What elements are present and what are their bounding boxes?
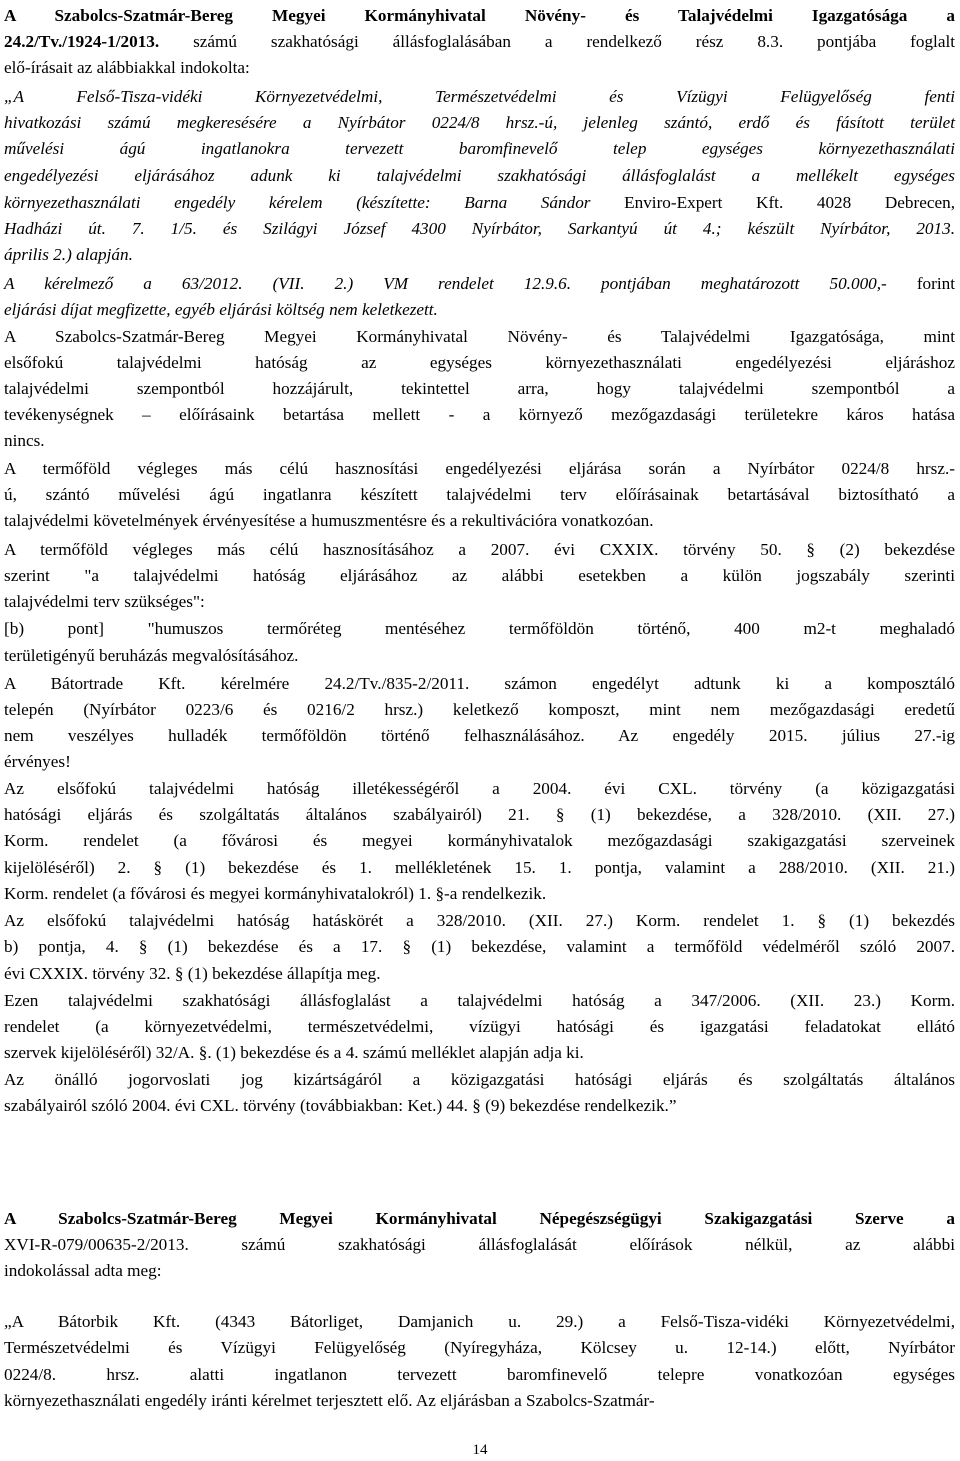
text-line: [4, 482, 955, 508]
text-line: [4, 828, 955, 854]
text-line: [4, 350, 955, 376]
text-line: [4, 456, 955, 482]
text-run: talajvédelmi szempontból hozzájárult, tekintettel arra, hogy talajvédelmi szempontból a: [4, 379, 955, 398]
text-line: [4, 297, 955, 323]
text-line: [4, 881, 955, 907]
text-run: A termőföld végleges más célú hasznosításához a 2007. évi CXXIX. törvény 50. § (2) bekezdése: [4, 540, 955, 559]
text-run: talajvédelmi terv szükséges":: [4, 592, 205, 611]
text-line: [4, 242, 955, 268]
text-run: rendelet (a környezetvédelmi, természetvédelmi, vízügyi hatósági és igazgatási feladatokat ellátó: [4, 1017, 955, 1036]
text-line: [4, 1093, 955, 1119]
text-line: [4, 855, 955, 881]
text-line: [4, 1067, 955, 1093]
text-line: [4, 271, 955, 297]
text-line: [4, 723, 955, 749]
text-run: szabályairól szóló 2004. évi CXL. törvény (továbbiakban: Ket.) 44. § (9) bekezdése rendelkezik.”: [4, 1096, 677, 1115]
text-line: [4, 190, 955, 216]
text-line: [4, 988, 955, 1014]
text-line: [4, 1014, 955, 1040]
text-line: [4, 402, 955, 428]
text-run: szerint "a talajvédelmi hatóság eljárásához az alábbi esetekben a külön jogszabály szerinti: [4, 566, 955, 585]
text-run: XVI-R-079/00635-2/2013. számú szakhatósági állásfoglalását előírások nélkül, az alábbi: [4, 1235, 955, 1254]
text-line: [4, 376, 955, 402]
text-run: Enviro-Expert Kft. 4028 Debrecen,: [624, 193, 955, 212]
text-run: talajvédelmi követelmények érvényesítése a humuszmentésre és a rekultivációra vonatkozóan.: [4, 511, 654, 530]
text-run: 24.2/Tv./1924-1/2013.: [4, 32, 160, 51]
text-run: hatósági eljárás és szolgáltatás általános szabályairól) 21. § (1) bekezdése, a 328/2010. (XII. 27.): [4, 805, 955, 824]
text-line: [4, 1232, 955, 1258]
text-line: [4, 1388, 955, 1414]
text-run: Ezen talajvédelmi szakhatósági állásfoglalást a talajvédelmi hatóság a 347/2006. (XII. 23.) Korm.: [4, 991, 955, 1010]
text-line: [4, 671, 955, 697]
text-run: A Szabolcs-Szatmár-Bereg Megyei Kormányhivatal Növény- és Talajvédelmi Igazgatósága, mint: [4, 327, 955, 346]
text-run: elsőfokú talajvédelmi hatóság az egységes környezethasználati engedélyezési eljáráshoz: [4, 353, 955, 372]
text-run: környezethasználati engedély iránti kérelmet terjesztett elő. Az eljárásban a Szabolcs-Szatmár-: [4, 1391, 655, 1410]
text-line: [4, 1362, 955, 1388]
text-run: Hadházi út. 7. 1/5. és Szilágyi József 4300 Nyírbátor, Sarkantyú út 4.; készült Nyírbátor, 2013.: [4, 219, 955, 238]
text-line: [4, 29, 955, 55]
text-line: [4, 697, 955, 723]
text-run: nem veszélyes hulladék termőföldön történő felhasználásához. Az engedély 2015. július 27.-ig: [4, 726, 955, 745]
text-run: környezethasználati engedély kérelem (készítette: Barna Sándor: [4, 193, 625, 212]
text-run: A termőföld végleges más célú hasznosítási engedélyezési eljárása során a Nyírbátor 0224/8 hrsz.-: [4, 459, 955, 478]
text-line: [4, 616, 955, 642]
text-run: telepén (Nyírbátor 0223/6 és 0216/2 hrsz.) keletkező komposzt, mint nem mezőgazdasági eredetű: [4, 700, 955, 719]
text-line: [4, 1206, 955, 1232]
text-run: 0224/8. hrsz. alatti ingatlanon tervezett baromfinevelő telepre vonatkozóan egységes: [4, 1365, 955, 1384]
text-run: Korm. rendelet (a fővárosi és megyei kormányhivatalok mezőgazdasági szakigazgatási szerveinek: [4, 831, 955, 850]
text-run: Az elsőfokú talajvédelmi hatóság hatáskörét a 328/2010. (XII. 27.) Korm. rendelet 1. § (1) bekezdés: [4, 911, 955, 930]
text-run: számú szakhatósági állásfoglalásában a rendelkező rész 8.3. pontjába foglalt: [159, 32, 955, 51]
text-line: [4, 1309, 955, 1335]
text-line: [4, 508, 955, 534]
text-run: b) pontja, 4. § (1) bekezdése és a 17. § (1) bekezdése, valamint a termőföld védelméről szóló 2007.: [4, 937, 955, 956]
text-run: [b) pont] "humuszos termőréteg mentéséhez termőföldön történő, 400 m2-t meghaladó: [4, 619, 955, 638]
text-run: engedélyezési eljárásához adunk ki talajvédelmi szakhatósági állásfoglalást a mellékelt egységes: [4, 166, 955, 185]
text-run: április 2.) alapján.: [4, 245, 133, 264]
text-line: [4, 136, 955, 162]
text-line: [4, 3, 955, 29]
text-run: eljárási díjat megfizette, egyéb eljárási költség nem keletkezett.: [4, 300, 438, 319]
text-run: ú, szántó művelési ágú ingatlanra készített talajvédelmi terv előírásainak betartásával biztosítható a: [4, 485, 955, 504]
text-line: [4, 749, 955, 775]
text-run: A Szabolcs-Szatmár-Bereg Megyei Kormányhivatal Növény- és Talajvédelmi Igazgatósága a: [4, 6, 955, 25]
text-run: A Bátortrade Kft. kérelmére 24.2/Tv./835-2/2011. számon engedélyt adtunk ki a komposztáló: [4, 674, 955, 693]
text-run: szervek kijelöléséről) 32/A. §. (1) bekezdése és a 4. számú melléklet alapján adja ki.: [4, 1043, 584, 1062]
text-line: [4, 324, 955, 350]
text-line: [4, 216, 955, 242]
text-run: érvényes!: [4, 752, 71, 771]
text-line: [4, 1040, 955, 1066]
text-run: kijelöléséről) 2. § (1) bekezdése és 1. mellékletének 15. 1. pontja, valamint a 288/2010. (XII. 21.): [4, 858, 955, 877]
text-line: [4, 84, 955, 110]
text-run: Az elsőfokú talajvédelmi hatóság illetékességéről a 2004. évi CXL. törvény (a közigazgatási: [4, 779, 955, 798]
text-line: [4, 908, 955, 934]
text-run: hivatkozási számú megkeresésére a Nyírbátor 0224/8 hrsz.-ú, jelenleg szántó, erdő és fásított terület: [4, 113, 955, 132]
text-line: [4, 1258, 955, 1284]
text-line: [4, 563, 955, 589]
text-run: évi CXXIX. törvény 32. § (1) bekezdése állapítja meg.: [4, 964, 381, 983]
text-line: [4, 643, 955, 669]
text-run: művelési ágú ingatlanokra tervezett baromfinevelő telep egységes környezethasználati: [4, 139, 955, 158]
text-line: [4, 110, 955, 136]
text-run: indokolással adta meg:: [4, 1261, 162, 1280]
text-line: [4, 55, 955, 81]
page-number: 14: [472, 1442, 488, 1458]
text-line: [4, 802, 955, 828]
text-run: Természetvédelmi és Vízügyi Felügyelőség (Nyíregyháza, Kölcsey u. 12-14.) előtt, Nyírbátor: [4, 1338, 955, 1357]
text-run: Az önálló jogorvoslati jog kizártságáról a közigazgatási hatósági eljárás és szolgáltatás általános: [4, 1070, 955, 1089]
text-run: területigényű beruházás megvalósításához.: [4, 646, 299, 665]
text-line: [4, 934, 955, 960]
text-line: [4, 537, 955, 563]
text-run: Korm. rendelet (a fővárosi és megyei kormányhivatalokról) 1. §-a rendelkezik.: [4, 884, 547, 903]
text-run: forint: [916, 274, 955, 293]
text-run: nincs.: [4, 431, 45, 450]
text-line: [4, 163, 955, 189]
text-line: [4, 1335, 955, 1361]
text-line: [4, 589, 955, 615]
text-line: [4, 428, 955, 454]
text-run: A kérelmező a 63/2012. (VII. 2.) VM rendelet 12.9.6. pontjában meghatározott 50.000,-: [4, 274, 917, 293]
text-line: [4, 961, 955, 987]
text-run: elő-írásait az alábbiakkal indokolta:: [4, 58, 250, 77]
text-run: „A Bátorbik Kft. (4343 Bátorliget, Damjanich u. 29.) a Felső-Tisza-vidéki Környezetvédelmi,: [4, 1312, 955, 1331]
text-run: A Szabolcs-Szatmár-Bereg Megyei Kormányhivatal Népegészségügyi Szakigazgatási Szerve a: [4, 1209, 955, 1228]
text-line: [4, 776, 955, 802]
text-run: tevékenységnek – előírásaink betartása mellett - a környező mezőgazdasági területekre káros hatása: [4, 405, 955, 424]
text-run: „A Felső-Tisza-vidéki Környezetvédelmi, Természetvédelmi és Vízügyi Felügyelőség fenti: [4, 87, 955, 106]
